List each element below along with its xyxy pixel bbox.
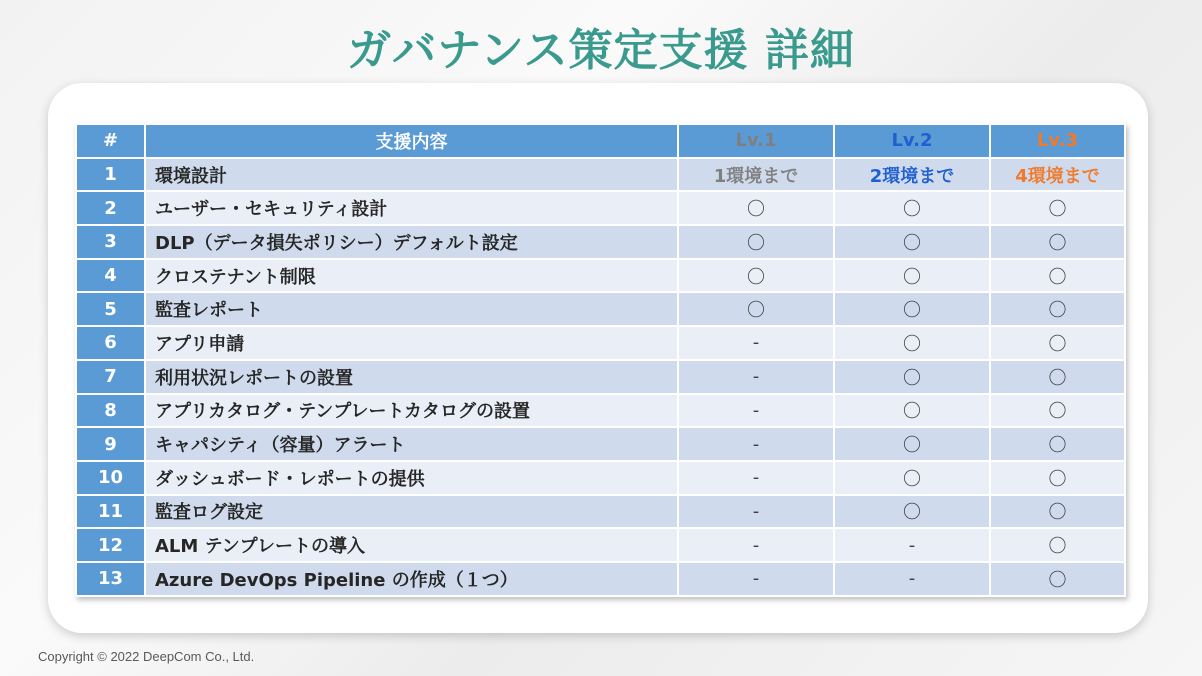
row-lv3-value: 〇: [990, 461, 1125, 495]
row-lv2-value: 2環境まで: [834, 158, 990, 192]
table-row: [76, 158, 1125, 192]
row-lv2-value: 〇: [834, 326, 990, 360]
row-content: 監査ログ設定: [145, 495, 678, 529]
row-lv2-value: 〇: [834, 225, 990, 259]
header-lv2: Lv.2: [834, 124, 990, 158]
row-content: ユーザー・セキュリティ設計: [145, 191, 678, 225]
row-content: アプリカタログ・テンプレートカタログの設置: [145, 394, 678, 428]
header-lv3: Lv.3: [990, 124, 1125, 158]
row-lv2-value: 〇: [834, 427, 990, 461]
row-content: キャパシティ（容量）アラート: [145, 427, 678, 461]
row-lv3-value: 〇: [990, 528, 1125, 562]
row-lv2-value: -: [834, 562, 990, 596]
row-number: 12: [76, 528, 145, 562]
row-lv1-value: -: [678, 562, 834, 596]
row-number: 9: [76, 427, 145, 461]
row-number: 2: [76, 191, 145, 225]
row-lv1-value: 〇: [678, 225, 834, 259]
row-content: クロステナント制限: [145, 259, 678, 293]
row-lv1-value: 〇: [678, 292, 834, 326]
row-content: 監査レポート: [145, 292, 678, 326]
row-number: 1: [76, 158, 145, 192]
row-content: ALM テンプレートの導入: [145, 528, 678, 562]
table-row: [76, 495, 1125, 529]
row-lv2-value: 〇: [834, 292, 990, 326]
table-row: [76, 394, 1125, 428]
row-lv3-value: 4環境まで: [990, 158, 1125, 192]
row-lv3-value: 〇: [990, 259, 1125, 293]
row-number: 11: [76, 495, 145, 529]
row-lv1-value: -: [678, 326, 834, 360]
row-lv3-value: 〇: [990, 562, 1125, 596]
row-lv1-value: -: [678, 495, 834, 529]
row-content: 環境設計: [145, 158, 678, 192]
row-lv3-value: 〇: [990, 495, 1125, 529]
row-content: アプリ申請: [145, 326, 678, 360]
row-lv1-value: 〇: [678, 259, 834, 293]
row-content: ダッシュボード・レポートの提供: [145, 461, 678, 495]
row-number: 3: [76, 225, 145, 259]
table-row: [76, 292, 1125, 326]
row-lv1-value: -: [678, 394, 834, 428]
header-number: #: [76, 124, 145, 158]
support-level-table: [75, 123, 1126, 597]
row-content: 利用状況レポートの設置: [145, 360, 678, 394]
row-lv3-value: 〇: [990, 225, 1125, 259]
row-lv3-value: 〇: [990, 394, 1125, 428]
row-lv1-value: -: [678, 427, 834, 461]
row-number: 7: [76, 360, 145, 394]
header-lv1: Lv.1: [678, 124, 834, 158]
table-row: [76, 225, 1125, 259]
table-row: [76, 259, 1125, 293]
row-lv1-value: 1環境まで: [678, 158, 834, 192]
table-row: [76, 360, 1125, 394]
slide-title: ガバナンス策定支援 詳細: [347, 25, 855, 76]
table-row: [76, 326, 1125, 360]
row-number: 4: [76, 259, 145, 293]
row-lv2-value: -: [834, 528, 990, 562]
row-number: 5: [76, 292, 145, 326]
row-number: 10: [76, 461, 145, 495]
row-lv3-value: 〇: [990, 427, 1125, 461]
copyright-footer: Copyright © 2022 DeepCom Co., Ltd.: [38, 649, 255, 664]
row-lv2-value: 〇: [834, 461, 990, 495]
row-lv2-value: 〇: [834, 394, 990, 428]
row-number: 13: [76, 562, 145, 596]
row-lv3-value: 〇: [990, 326, 1125, 360]
row-lv3-value: 〇: [990, 292, 1125, 326]
row-lv2-value: 〇: [834, 360, 990, 394]
table-row: [76, 191, 1125, 225]
row-number: 8: [76, 394, 145, 428]
table-row: [76, 528, 1125, 562]
row-number: 6: [76, 326, 145, 360]
row-lv3-value: 〇: [990, 360, 1125, 394]
row-content: DLP（データ損失ポリシー）デフォルト設定: [145, 225, 678, 259]
row-lv1-value: -: [678, 360, 834, 394]
table-row: [76, 461, 1125, 495]
table-row: [76, 562, 1125, 596]
table-row: [76, 427, 1125, 461]
row-lv2-value: 〇: [834, 191, 990, 225]
header-content: 支援内容: [145, 124, 678, 158]
row-lv1-value: 〇: [678, 191, 834, 225]
row-content: Azure DevOps Pipeline の作成（１つ）: [145, 562, 678, 596]
row-lv1-value: -: [678, 528, 834, 562]
row-lv2-value: 〇: [834, 495, 990, 529]
row-lv1-value: -: [678, 461, 834, 495]
row-lv3-value: 〇: [990, 191, 1125, 225]
table-header-row: [76, 124, 1125, 158]
row-lv2-value: 〇: [834, 259, 990, 293]
